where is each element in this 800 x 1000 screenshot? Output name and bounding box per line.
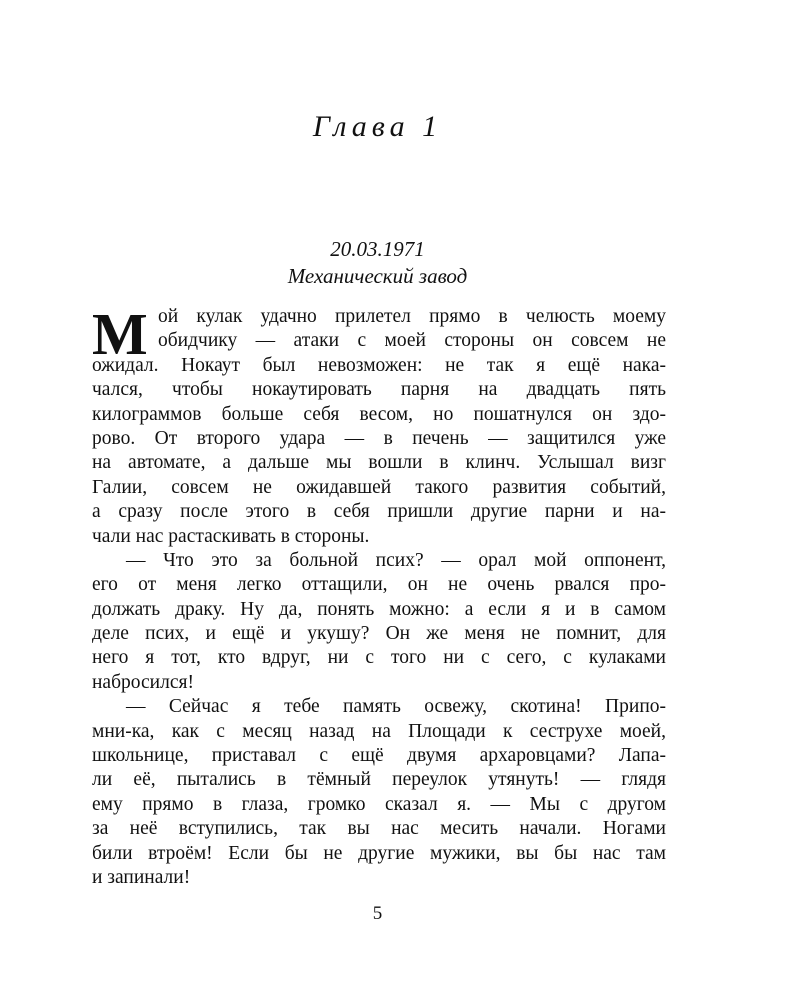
- text-line: школьнице, приставал с ещё двумя архаровцами? Лапа-: [92, 745, 666, 767]
- text-line: били втроём! Если бы не другие мужики, вы бы нас там: [92, 842, 666, 864]
- chapter-title: Глава 1: [312, 110, 443, 143]
- text-line: его от меня легко оттащили, он не очень рвался про-: [92, 574, 666, 596]
- text-body: [92, 301, 666, 890]
- text-line: набросился!: [92, 671, 194, 693]
- text-line: на автомате, а дальше мы вошли в клинч. Услышал визг: [92, 452, 666, 474]
- text-line: — Сейчас я тебе память освежу, скотина! Припо-: [126, 696, 666, 718]
- text-line: а сразу после этого в себя пришли другие парни и на-: [92, 501, 666, 523]
- drop-cap: М: [92, 301, 148, 367]
- text-line: ой кулак удачно прилетел прямо в челюсть моему: [158, 306, 666, 327]
- text-line: него я тот, кто вдруг, ни с того ни с сего, с кулаками: [92, 647, 666, 669]
- text-line: Галии, совсем не ожидавшей такого развития событий,: [92, 476, 666, 498]
- text-line: ожидал. Нокаут был невозможен: не так я ещё нака-: [92, 354, 666, 376]
- page-number: 5: [372, 903, 383, 924]
- text-line: обидчику — атаки с моей стороны он совсем не: [158, 330, 666, 352]
- text-line: и запинали!: [92, 866, 191, 888]
- text-line: — Что это за больной псих? — орал мой оппонент,: [126, 549, 666, 571]
- text-line: ли её, пытались в тёмный переулок утянуть! — глядя: [92, 769, 666, 791]
- text-line: должать драку. Ну да, понять можно: а если я и в самом: [92, 598, 666, 620]
- section-place: Механический завод: [287, 264, 468, 288]
- text-line: чался, чтобы нокаутировать парня на двадцать пять: [92, 379, 666, 401]
- text-line: за неё вступились, так вы нас месить начали. Ногами: [92, 818, 666, 840]
- text-line: мни-ка, как с месяц назад на Площади к сеструхе моей,: [92, 720, 666, 742]
- text-line: чали нас растаскивать в стороны.: [92, 525, 370, 547]
- text-line: деле псих, и ещё и укушу? Он же меня не помнит, для: [92, 623, 666, 645]
- text-line: ему прямо в глаза, громко сказал я. — Мы с другом: [92, 793, 666, 815]
- text-line: рово. От второго удара — в печень — защитился уже: [92, 427, 666, 449]
- section-date: 20.03.1971: [330, 237, 425, 261]
- text-line: килограммов больше себя весом, но пошатнулся он здо-: [92, 403, 666, 425]
